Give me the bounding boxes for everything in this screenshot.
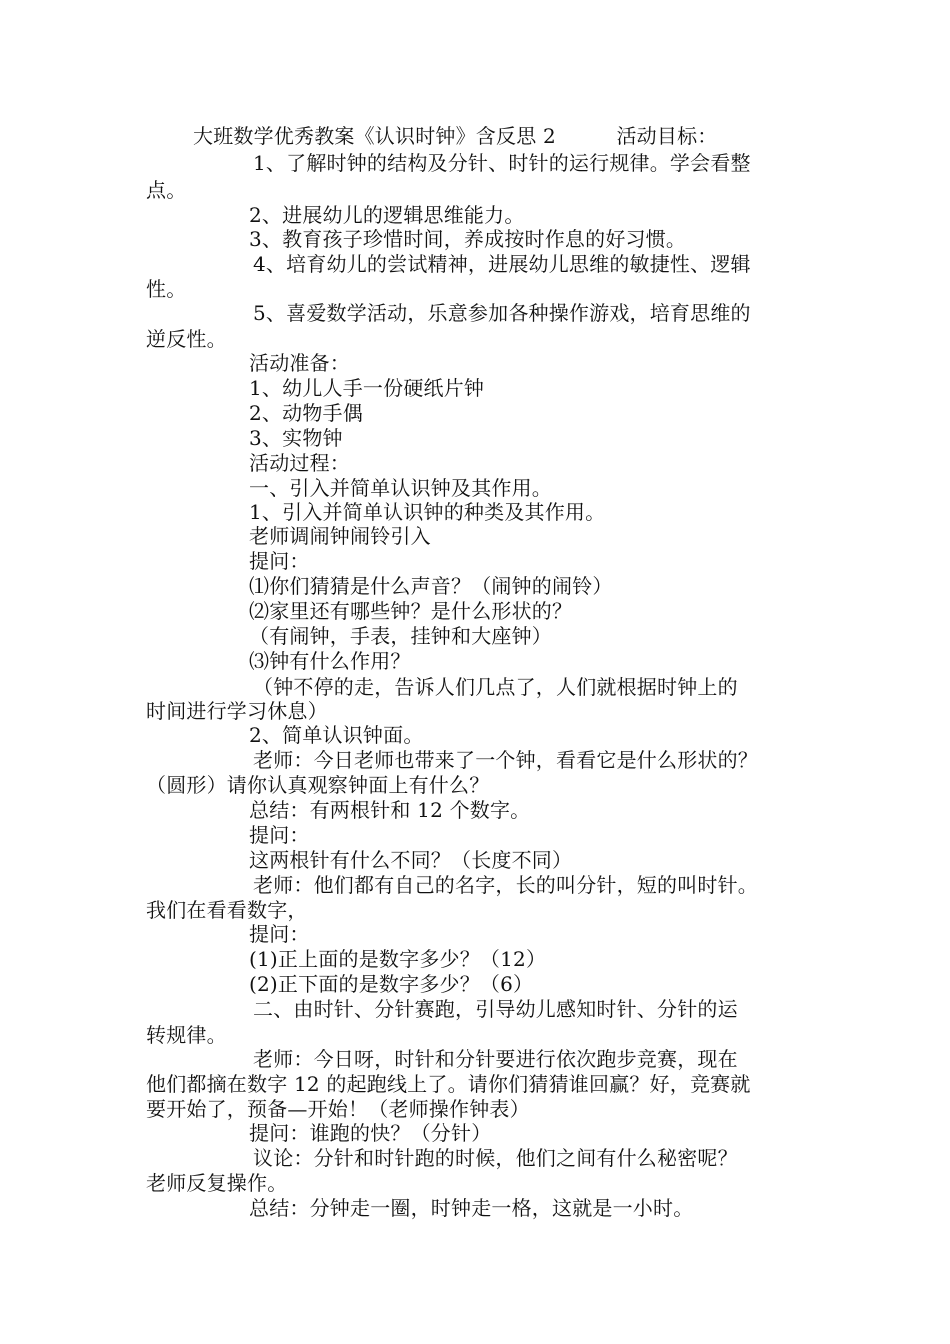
answer-2: （有闹钟，手表，挂钟和大座钟） xyxy=(249,624,552,648)
preparation-item-2: 2、动物手偶 xyxy=(249,401,363,425)
teacher-line-continuation: 我们在看看数字， xyxy=(146,898,308,922)
goal-1-continuation: 点。 xyxy=(146,178,187,202)
teacher-line: 老师：今日呀，时针和分针要进行依次跑步竞赛，现在 xyxy=(253,1047,738,1071)
goal-5-continuation: 逆反性。 xyxy=(146,327,227,351)
question-1: (1)正上面的是数字多少？（12） xyxy=(249,947,547,971)
summary-line: 总结：分钟走一圈，时钟走一格，这就是一小时。 xyxy=(249,1196,694,1220)
preparation-item-1: 1、幼儿人手一份硬纸片钟 xyxy=(249,376,485,400)
preparation-heading: 活动准备： xyxy=(249,351,350,375)
step-2-heading: 2、简单认识钟面。 xyxy=(249,723,424,747)
question-3: ⑶钟有什么作用？ xyxy=(249,649,411,673)
goal-4-continuation: 性。 xyxy=(146,277,187,301)
discussion-line-continuation: 老师反复操作。 xyxy=(146,1171,288,1195)
step-1-heading: 1、引入并简单认识钟的种类及其作用。 xyxy=(249,500,606,524)
discussion-line: 议论：分针和时针跑的时候，他们之间有什么秘密呢？ xyxy=(253,1146,738,1170)
goal-2-line: 2、进展幼儿的逻辑思维能力。 xyxy=(249,203,525,227)
document-title-line: 大班数学优秀教案《认识时钟》含反思 2 活动目标： xyxy=(193,124,718,148)
question-1: ⑴你们猜猜是什么声音？（闹钟的闹铃） xyxy=(249,574,613,598)
teacher-line-continuation: 要开始了，预备—开始！（老师操作钟表） xyxy=(146,1097,530,1121)
question-label: 提问： xyxy=(249,823,310,847)
question-label: 提问： xyxy=(249,922,310,946)
teacher-line-continuation: 他们都摘在数字 12 的起跑线上了。请你们猜猜谁回赢？好，竞赛就 xyxy=(146,1072,751,1096)
teacher-line: 老师：他们都有自己的名字，长的叫分针，短的叫时针。 xyxy=(253,873,758,897)
section-1-heading: 一、引入并简单认识钟及其作用。 xyxy=(249,476,552,500)
process-heading: 活动过程： xyxy=(249,451,350,475)
question-line: 提问：谁跑的快？（分针） xyxy=(249,1121,492,1145)
section-2-heading-continuation: 转规律。 xyxy=(146,1023,227,1047)
teacher-line: 老师：今日老师也带来了一个钟，看看它是什么形状的？ xyxy=(253,748,758,772)
paragraph-line: 老师调闹钟闹铃引入 xyxy=(249,524,431,548)
answer-3: （钟不停的走，告诉人们几点了，人们就根据时钟上的 xyxy=(253,675,738,699)
question-2: ⑵家里还有哪些钟？是什么形状的？ xyxy=(249,599,573,623)
goal-5-line: 5、喜爱数学活动，乐意参加各种操作游戏，培育思维的 xyxy=(253,301,751,325)
question-label: 提问： xyxy=(249,549,310,573)
goal-1-line: 1、了解时钟的结构及分针、时针的运行规律。学会看整 xyxy=(253,151,751,175)
section-2-heading: 二、由时针、分针赛跑，引导幼儿感知时针、分针的运 xyxy=(253,997,738,1021)
question-2: (2)正下面的是数字多少？（6） xyxy=(249,972,534,996)
question-line: 这两根针有什么不同？（长度不同） xyxy=(249,848,573,872)
answer-3-continuation: 时间进行学习休息） xyxy=(146,699,328,723)
teacher-line-continuation: （圆形）请你认真观察钟面上有什么？ xyxy=(146,773,490,797)
goal-4-line: 4、培育幼儿的尝试精神，进展幼儿思维的敏捷性、逻辑 xyxy=(253,252,751,276)
goal-3-line: 3、教育孩子珍惜时间，养成按时作息的好习惯。 xyxy=(249,227,687,251)
summary-line: 总结：有两根针和 12 个数字。 xyxy=(249,798,531,822)
preparation-item-3: 3、实物钟 xyxy=(249,426,343,450)
